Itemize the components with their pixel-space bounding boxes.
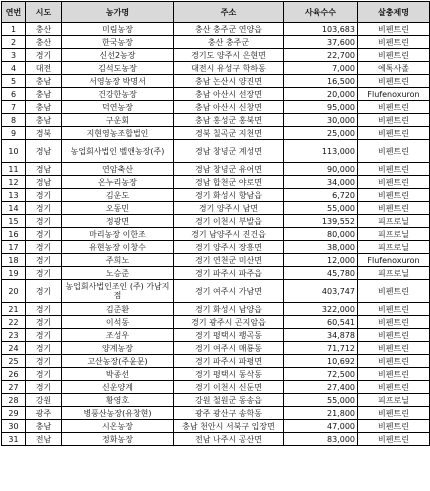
cell-sido: 경기 <box>26 368 62 381</box>
cell-pesticide: 피프로닐 <box>358 228 430 241</box>
cell-farm: 황영호 <box>62 394 174 407</box>
cell-farm: 미림농장 <box>62 23 174 36</box>
cell-address: 충남 아산시 선장면 <box>174 88 284 101</box>
cell-pesticide: 비펜트린 <box>358 280 430 303</box>
cell-sido: 경기 <box>26 316 62 329</box>
cell-no: 31 <box>2 433 26 446</box>
cell-pesticide: 피프로닐 <box>358 215 430 228</box>
cell-address: 경기 이천시 부발읍 <box>174 215 284 228</box>
cell-address: 강원 철원군 동송읍 <box>174 394 284 407</box>
cell-sido: 경기 <box>26 342 62 355</box>
cell-farm: 고산농장(주윤문) <box>62 355 174 368</box>
cell-address: 충남 홍성군 홍북면 <box>174 114 284 127</box>
cell-no: 19 <box>2 267 26 280</box>
cell-farm: 덕연농장 <box>62 101 174 114</box>
cell-address: 경기 연천군 미산면 <box>174 254 284 267</box>
cell-pesticide: 비펜트린 <box>358 329 430 342</box>
cell-pesticide: 피프로닐 <box>358 267 430 280</box>
cell-no: 10 <box>2 140 26 163</box>
cell-sido: 경기 <box>26 241 62 254</box>
table-row <box>2 189 430 202</box>
table-row <box>2 433 430 446</box>
header-sido: 시도 <box>26 2 62 23</box>
cell-no: 17 <box>2 241 26 254</box>
cell-address: 경기도 양주시 은현면 <box>174 49 284 62</box>
cell-pesticide: 비펜트린 <box>358 23 430 36</box>
cell-farm: 오동민 <box>62 202 174 215</box>
cell-address: 경남 창녕군 계성면 <box>174 140 284 163</box>
cell-pesticide: 비펜트린 <box>358 342 430 355</box>
cell-pesticide: 비펜트린 <box>358 368 430 381</box>
table-row <box>2 23 430 36</box>
cell-farm: 신선2농장 <box>62 49 174 62</box>
table-row <box>2 241 430 254</box>
cell-sido: 경남 <box>26 163 62 176</box>
table-row <box>2 228 430 241</box>
cell-no: 4 <box>2 62 26 75</box>
cell-farm: 유현농장 이창수 <box>62 241 174 254</box>
header-farm: 농가명 <box>62 2 174 23</box>
cell-pesticide: 비펜트린 <box>358 163 430 176</box>
cell-no: 27 <box>2 381 26 394</box>
cell-sido: 충남 <box>26 114 62 127</box>
cell-sido: 강원 <box>26 394 62 407</box>
cell-no: 28 <box>2 394 26 407</box>
header-count: 사육수수 <box>284 2 358 23</box>
table-row <box>2 75 430 88</box>
cell-count: 25,000 <box>284 127 358 140</box>
cell-sido: 전남 <box>26 433 62 446</box>
cell-pesticide: 비펜트린 <box>358 420 430 433</box>
cell-count: 27,400 <box>284 381 358 394</box>
cell-pesticide: 비펜트린 <box>358 316 430 329</box>
cell-no: 30 <box>2 420 26 433</box>
table-row <box>2 215 430 228</box>
cell-no: 16 <box>2 228 26 241</box>
cell-farm: 정화농장 <box>62 433 174 446</box>
cell-farm: 박종선 <box>62 368 174 381</box>
cell-farm: 김준환 <box>62 303 174 316</box>
cell-pesticide: 비펜트린 <box>358 303 430 316</box>
table-row <box>2 254 430 267</box>
cell-no: 22 <box>2 316 26 329</box>
cell-no: 11 <box>2 163 26 176</box>
cell-pesticide: 비펜트린 <box>358 114 430 127</box>
table-row <box>2 114 430 127</box>
table-row <box>2 381 430 394</box>
cell-sido: 경북 <box>26 127 62 140</box>
cell-sido: 충남 <box>26 420 62 433</box>
cell-pesticide: 비펜트린 <box>358 433 430 446</box>
cell-farm: 김운도 <box>62 189 174 202</box>
cell-farm: 연암축산 <box>62 163 174 176</box>
cell-sido: 충산 <box>26 36 62 49</box>
cell-count: 12,000 <box>284 254 358 267</box>
cell-pesticide: 비펜트린 <box>358 75 430 88</box>
cell-no: 20 <box>2 280 26 303</box>
cell-sido: 경기 <box>26 189 62 202</box>
cell-pesticide: 비펜트린 <box>358 176 430 189</box>
table-row <box>2 303 430 316</box>
cell-count: 103,683 <box>284 23 358 36</box>
cell-no: 23 <box>2 329 26 342</box>
cell-count: 83,000 <box>284 433 358 446</box>
cell-address: 경기 광주시 곤지암읍 <box>174 316 284 329</box>
cell-farm: 이석동 <box>62 316 174 329</box>
cell-no: 24 <box>2 342 26 355</box>
table-row <box>2 280 430 303</box>
cell-count: 71,712 <box>284 342 358 355</box>
cell-address: 충남 논산시 양진면 <box>174 75 284 88</box>
cell-count: 403,747 <box>284 280 358 303</box>
cell-pesticide: 에톡사졸 <box>358 62 430 75</box>
cell-no: 21 <box>2 303 26 316</box>
table-row <box>2 36 430 49</box>
cell-address: 경기 평택시 팽곡동 <box>174 329 284 342</box>
cell-count: 60,541 <box>284 316 358 329</box>
cell-farm: 지현영농조합법인 <box>62 127 174 140</box>
cell-count: 90,000 <box>284 163 358 176</box>
table-row <box>2 407 430 420</box>
cell-sido: 대전 <box>26 62 62 75</box>
cell-no: 29 <box>2 407 26 420</box>
cell-address: 경기 화성시 남양읍 <box>174 303 284 316</box>
header-address: 주소 <box>174 2 284 23</box>
cell-address: 경기 파주시 파주읍 <box>174 267 284 280</box>
cell-address: 대전시 유성구 학하동 <box>174 62 284 75</box>
cell-sido: 경기 <box>26 355 62 368</box>
cell-pesticide: 비펜트린 <box>358 101 430 114</box>
cell-pesticide: 비펜트린 <box>358 189 430 202</box>
table-row <box>2 62 430 75</box>
cell-count: 55,000 <box>284 202 358 215</box>
table-row <box>2 394 430 407</box>
cell-address: 충산 충주군 <box>174 36 284 49</box>
cell-sido: 경기 <box>26 280 62 303</box>
cell-pesticide: 비펜트린 <box>358 407 430 420</box>
cell-no: 8 <box>2 114 26 127</box>
table-row <box>2 355 430 368</box>
cell-address: 경북 칠곡군 지천면 <box>174 127 284 140</box>
cell-address: 전남 나주시 공산면 <box>174 433 284 446</box>
cell-address: 충남 아산시 신창면 <box>174 101 284 114</box>
cell-sido: 경기 <box>26 49 62 62</box>
cell-farm: 양계농장 <box>62 342 174 355</box>
table-row <box>2 342 430 355</box>
cell-pesticide: 피프로닐 <box>358 241 430 254</box>
cell-sido: 광주 <box>26 407 62 420</box>
cell-no: 5 <box>2 75 26 88</box>
cell-count: 45,780 <box>284 267 358 280</box>
cell-no: 14 <box>2 202 26 215</box>
table-row <box>2 140 430 163</box>
cell-count: 55,000 <box>284 394 358 407</box>
cell-sido: 충산 <box>26 23 62 36</box>
cell-address: 경기 남양주시 진건읍 <box>174 228 284 241</box>
table-body <box>2 23 430 446</box>
table-row <box>2 267 430 280</box>
cell-no: 2 <box>2 36 26 49</box>
cell-sido: 경기 <box>26 228 62 241</box>
cell-pesticide: Flufenoxuron <box>358 88 430 101</box>
cell-address: 충남 천안시 서북구 입장면 <box>174 420 284 433</box>
cell-count: 37,600 <box>284 36 358 49</box>
table-row <box>2 368 430 381</box>
cell-farm: 신운양계 <box>62 381 174 394</box>
cell-sido: 충남 <box>26 75 62 88</box>
cell-sido: 충남 <box>26 101 62 114</box>
table-row <box>2 420 430 433</box>
table-row <box>2 163 430 176</box>
table-row <box>2 88 430 101</box>
cell-pesticide: 비펜트린 <box>358 202 430 215</box>
cell-count: 20,000 <box>284 88 358 101</box>
cell-address: 경기 이천시 신둔면 <box>174 381 284 394</box>
cell-sido: 경기 <box>26 202 62 215</box>
cell-pesticide: 비펜트린 <box>358 36 430 49</box>
table-row <box>2 49 430 62</box>
table-row <box>2 101 430 114</box>
cell-sido: 경남 <box>26 140 62 163</box>
cell-farm: 한국농장 <box>62 36 174 49</box>
cell-address: 광주 광산구 송학동 <box>174 407 284 420</box>
cell-address: 경기 파주시 파평면 <box>174 355 284 368</box>
cell-sido: 경기 <box>26 381 62 394</box>
cell-sido: 경기 <box>26 329 62 342</box>
cell-no: 1 <box>2 23 26 36</box>
cell-pesticide: 비펜트린 <box>358 127 430 140</box>
cell-count: 6,720 <box>284 189 358 202</box>
cell-pesticide: 비펜트린 <box>358 49 430 62</box>
cell-count: 72,500 <box>284 368 358 381</box>
cell-pesticide: Flufenoxuron <box>358 254 430 267</box>
cell-no: 7 <box>2 101 26 114</box>
cell-farm: 조성우 <box>62 329 174 342</box>
cell-no: 26 <box>2 368 26 381</box>
cell-address: 경남 창녕군 유어면 <box>174 163 284 176</box>
cell-pesticide: 피프로닐 <box>358 394 430 407</box>
table-row <box>2 329 430 342</box>
header-row <box>2 2 430 23</box>
cell-pesticide: 비펜트린 <box>358 381 430 394</box>
cell-farm: 노승준 <box>62 267 174 280</box>
cell-farm: 마리농장 이한조 <box>62 228 174 241</box>
cell-farm: 병풍산농장(유창현) <box>62 407 174 420</box>
cell-count: 34,000 <box>284 176 358 189</box>
cell-sido: 경기 <box>26 215 62 228</box>
cell-no: 25 <box>2 355 26 368</box>
cell-no: 18 <box>2 254 26 267</box>
cell-farm: 시온농장 <box>62 420 174 433</box>
cell-pesticide: 비펜트린 <box>358 355 430 368</box>
cell-farm: 건강한농장 <box>62 88 174 101</box>
cell-no: 3 <box>2 49 26 62</box>
cell-farm: 김석도농장 <box>62 62 174 75</box>
header-no: 연번 <box>2 2 26 23</box>
cell-farm: 농업회사법인조인 (주) 가남지점 <box>62 280 174 303</box>
cell-address: 경기 양주시 장흥면 <box>174 241 284 254</box>
cell-farm: 구운회 <box>62 114 174 127</box>
cell-no: 6 <box>2 88 26 101</box>
cell-address: 경기 평택시 동삭동 <box>174 368 284 381</box>
cell-farm: 주희노 <box>62 254 174 267</box>
cell-count: 139,552 <box>284 215 358 228</box>
cell-sido: 경기 <box>26 267 62 280</box>
cell-count: 30,000 <box>284 114 358 127</box>
cell-count: 113,000 <box>284 140 358 163</box>
cell-address: 경기 양주시 남면 <box>174 202 284 215</box>
cell-address: 경남 합천군 야로면 <box>174 176 284 189</box>
cell-farm: 정광면 <box>62 215 174 228</box>
cell-count: 38,000 <box>284 241 358 254</box>
cell-farm: 서영농장 박명서 <box>62 75 174 88</box>
table-row <box>2 316 430 329</box>
cell-count: 10,692 <box>284 355 358 368</box>
cell-count: 22,700 <box>284 49 358 62</box>
cell-count: 34,878 <box>284 329 358 342</box>
cell-count: 7,000 <box>284 62 358 75</box>
cell-no: 13 <box>2 189 26 202</box>
cell-address: 경기 여주시 가남면 <box>174 280 284 303</box>
cell-count: 21,800 <box>284 407 358 420</box>
cell-farm: 온누리농장 <box>62 176 174 189</box>
cell-count: 322,000 <box>284 303 358 316</box>
table-row <box>2 176 430 189</box>
cell-no: 9 <box>2 127 26 140</box>
cell-address: 충산 충주군 연양읍 <box>174 23 284 36</box>
table-row <box>2 202 430 215</box>
cell-count: 80,000 <box>284 228 358 241</box>
cell-sido: 충남 <box>26 88 62 101</box>
cell-sido: 경기 <box>26 254 62 267</box>
cell-count: 95,000 <box>284 101 358 114</box>
pesticide-farm-table <box>1 1 430 446</box>
cell-count: 47,000 <box>284 420 358 433</box>
cell-sido: 경기 <box>26 303 62 316</box>
header-pesticide: 살충제명 <box>358 2 430 23</box>
cell-address: 경기 화성시 향남읍 <box>174 189 284 202</box>
table-row <box>2 127 430 140</box>
cell-no: 15 <box>2 215 26 228</box>
cell-farm: 농업회사법인 벨앤농장(주) <box>62 140 174 163</box>
cell-address: 경기 여주시 매룡동 <box>174 342 284 355</box>
cell-pesticide: 비펜트린 <box>358 140 430 163</box>
cell-sido: 경남 <box>26 176 62 189</box>
cell-count: 16,500 <box>284 75 358 88</box>
cell-no: 12 <box>2 176 26 189</box>
